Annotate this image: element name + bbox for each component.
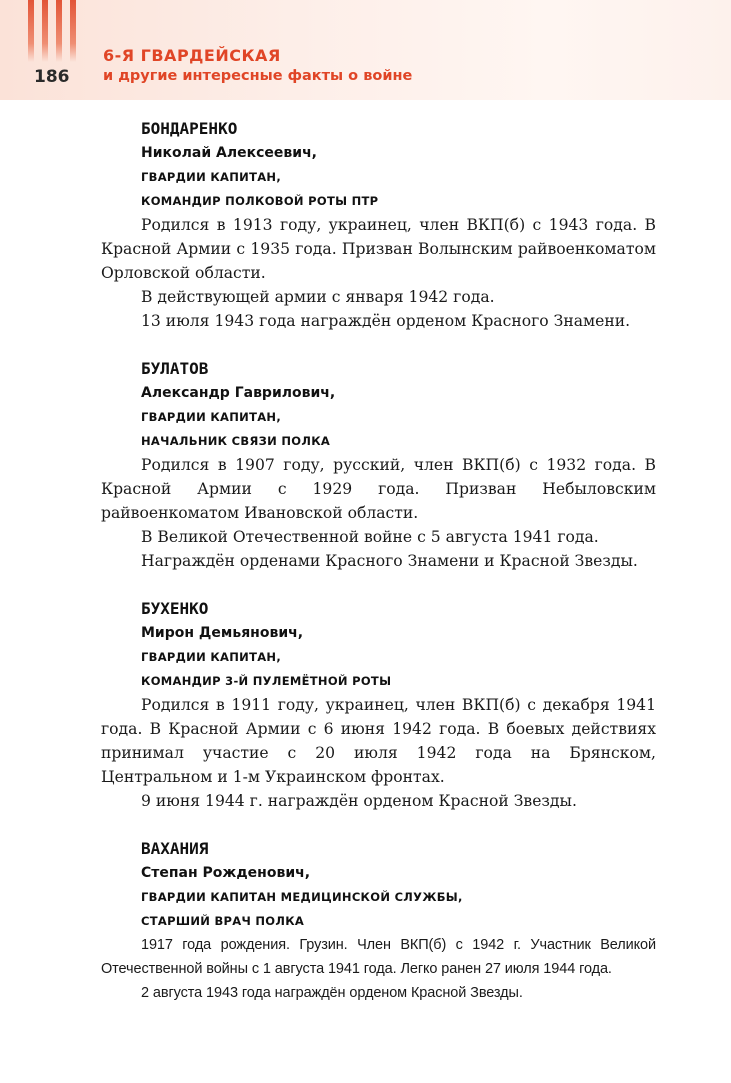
page-header — [0, 0, 731, 100]
biography-entry — [101, 117, 656, 333]
entry-paragraph: 2 августа 1943 года награждён орденом Красной Звезды. — [141, 985, 523, 1001]
entry-surname: БУЛАТОВ — [141, 359, 209, 378]
entry-name: Александр Гаврилович, — [141, 385, 336, 401]
entry-paragraph: Родился в 1913 году, украинец, член ВКП(б) с 1943 года. В Красной Армии с 1935 года. Призван Волынским райвоенкоматом Орловской области. — [101, 216, 656, 282]
entry-name: Николай Алексеевич, — [141, 145, 318, 161]
entry-position: НАЧАЛЬНИК СВЯЗИ ПОЛКА — [141, 434, 331, 448]
stripe-decoration — [56, 0, 62, 62]
running-subtitle: и другие интересные факты о войне — [103, 68, 413, 84]
entry-paragraph: 1917 года рождения. Грузин. Член ВКП(б) с 1942 г. Участник Великой Отечественной войны с 1 августа 1941 года. Легко ранен 27 июля 1944 года. — [101, 937, 656, 977]
stripe-decoration — [70, 0, 76, 62]
entry-paragraph: Награждён орденами Красного Знамени и Красной Звезды. — [141, 552, 638, 570]
page-number: 186 — [34, 67, 70, 87]
entry-surname: БУХЕНКО — [141, 599, 209, 618]
entry-paragraph: 13 июля 1943 года награждён орденом Красного Знамени. — [141, 312, 631, 330]
entry-paragraph: В действующей армии с января 1942 года. — [141, 288, 495, 306]
biography-entry — [101, 597, 656, 813]
entry-rank: ГВАРДИИ КАПИТАН, — [141, 650, 282, 664]
stripe-decoration — [28, 0, 34, 62]
decorative-stripes — [28, 0, 78, 62]
entry-paragraph: Родился в 1911 году, украинец, член ВКП(б) с декабря 1941 года. В Красной Армии с 6 июня 1942 года. В боевых действиях принимал участие с 20 июля 1942 года на Брянском, Центральном и 1-м Украинском фронтах. — [101, 696, 656, 786]
biography-entry — [101, 357, 656, 573]
entry-paragraph: В Великой Отечественной войне с 5 августа 1941 года. — [141, 528, 599, 546]
page-content — [101, 117, 656, 1029]
entry-surname: БОНДАРЕНКО — [141, 119, 238, 138]
entry-rank: ГВАРДИИ КАПИТАН, — [141, 170, 282, 184]
entry-position: СТАРШИЙ ВРАЧ ПОЛКА — [141, 914, 305, 928]
stripe-decoration — [42, 0, 48, 62]
entry-position: КОМАНДИР ПОЛКОВОЙ РОТЫ ПТР — [141, 194, 379, 208]
running-title: 6-Я ГВАРДЕЙСКАЯ — [103, 46, 281, 65]
entry-position: КОМАНДИР 3-Й ПУЛЕМЁТНОЙ РОТЫ — [141, 674, 392, 688]
entry-paragraph: Родился в 1907 году, русский, член ВКП(б) с 1932 года. В Красной Армии с 1929 года. Призван Небыловским райвоенкоматом Ивановской области. — [101, 456, 656, 522]
entry-paragraph: 9 июня 1944 г. награждён орденом Красной Звезды. — [141, 792, 577, 810]
entry-rank: ГВАРДИИ КАПИТАН, — [141, 410, 282, 424]
entry-name: Мирон Демьянович, — [141, 625, 304, 641]
biography-entry — [101, 837, 656, 1005]
entry-rank: ГВАРДИИ КАПИТАН МЕДИЦИНСКОЙ СЛУЖБЫ, — [141, 890, 463, 904]
entry-surname: ВАХАНИЯ — [141, 839, 209, 858]
entry-name: Степан Рожденович, — [141, 865, 311, 881]
